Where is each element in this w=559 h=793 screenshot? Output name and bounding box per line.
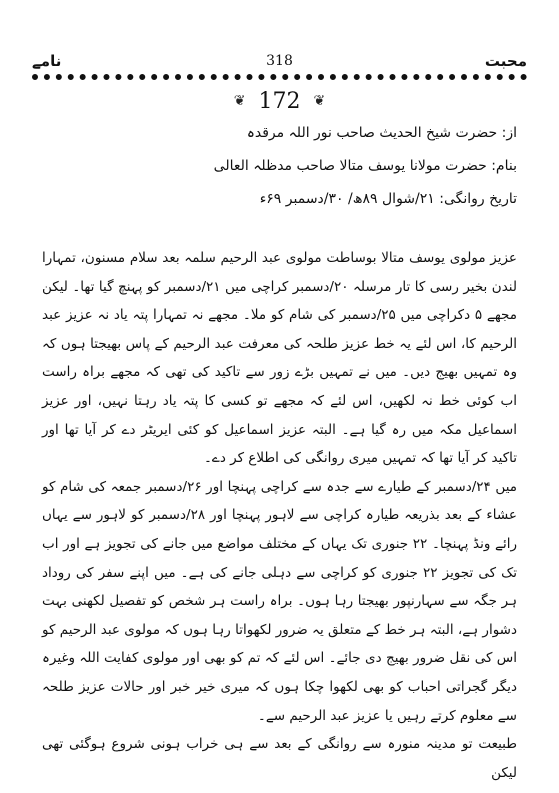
header-divider <box>32 74 527 86</box>
letter-from: از: حضرت شیخ الحدیث صاحب نور اللہ مرقدہ <box>246 125 517 141</box>
page-number: 318 <box>266 53 293 69</box>
letter-number-badge <box>0 88 559 114</box>
page-header <box>32 52 527 74</box>
running-title-right: محبت <box>484 52 527 70</box>
body-paragraph-3: طبیعت تو مدینہ منورہ سے روانگی کے بعد سے ہی خراب ہونی شروع ہوگئی تھی لیکن <box>42 736 517 781</box>
ornament-left-icon: ❦ <box>233 93 246 109</box>
body-paragraph-2: میں ۲۴/دسمبر کے طیارے سے جدہ سے کراچی پہنچا اور ۲۶/دسمبر جمعہ کی شام کو عشاء کے بعد بذریعہ طیارہ کراچی سے لاہور پہنچا اور ۲۸/دسمبر کو لاہور سے یہاں رائے ونڈ پہنچا۔ ۲۲ جنوری تک یہاں کے مختلف مواضع میں جانے کی تجویز ہے اور اب تک کی تجویز ۲۲ جنوری کو کراچی سے دہلی جانے کی ہے۔ میں اپنے سفر کی روداد ہر جگہ سے سہارنپور بھیجتا رہا ہوں۔ براہ راست ہر شخص کو تفصیل لکھنی بہت دشوار ہے، البتہ ہر خط کے متعلق یہ ضرور لکھواتا رہا ہوں کہ مولوی عبد الرحیم کو اس کی نقل ضرور بھیج دی جائے۔ اس لئے کہ تم کو بھی اور مولوی کفایت اللہ وغیرہ دیگر گجراتی احباب کو بھی لکھوا چکا ہوں کہ میری خیر خبر اور حالات عزیز طلحہ سے معلوم کرتے رہیں یا عزیز عبد الرحیم سے۔ <box>42 478 517 724</box>
ornament-right-icon: ❦ <box>313 93 326 109</box>
body-paragraph-1: عزیز مولوی یوسف متالا بوساطت مولوی عبد الرحیم سلمہ بعد سلام مسنون، تمہارا لندن بخیر رسی کا تار مرسلہ ۲۰/دسمبر کراچی میں ۲۱/دسمبر کو پہنچ گیا تھا۔ لیکن مجھے ۵ دکراچی میں ۲۵/دسمبر کی شام کو ملا۔ مجھے نہ تمہارا پتہ یاد نہ عزیز عبد الرحیم کا، اس لئے یہ خط عزیز طلحہ کی معرفت عبد الرحیم کے پاس بھیجتا ہوں کہ وہ تمہیں بھیج دیں۔ میں نے تمہیں بڑے زور سے تاکید کی تھی کہ مجھے براہ راست اب کوئی خط نہ لکھیں، اس لئے کہ مجھے تو کسی کا پتہ یاد رہتا نہیں، اور عزیز اسماعیل مکہ میں رہ گیا ہے۔ البتہ عزیز اسماعیل کو کئی ایریٹر دے کر آیا تھا اور تاکید کر آیا تھا کہ تمہیں میری روانگی کی اطلاع کر دے۔ <box>42 250 517 467</box>
running-title-left: نامے <box>32 52 62 70</box>
letter-to: بنام: حضرت مولانا یوسف متالا صاحب مدظلہ العالی <box>213 158 517 174</box>
letter-date: تاریخ روانگی: ۲۱/شوال ۸۹ھ/ ۳۰/دسمبر ۶۹ء <box>259 191 517 207</box>
letter-number: 172 <box>258 88 301 114</box>
letter-body <box>42 244 517 787</box>
